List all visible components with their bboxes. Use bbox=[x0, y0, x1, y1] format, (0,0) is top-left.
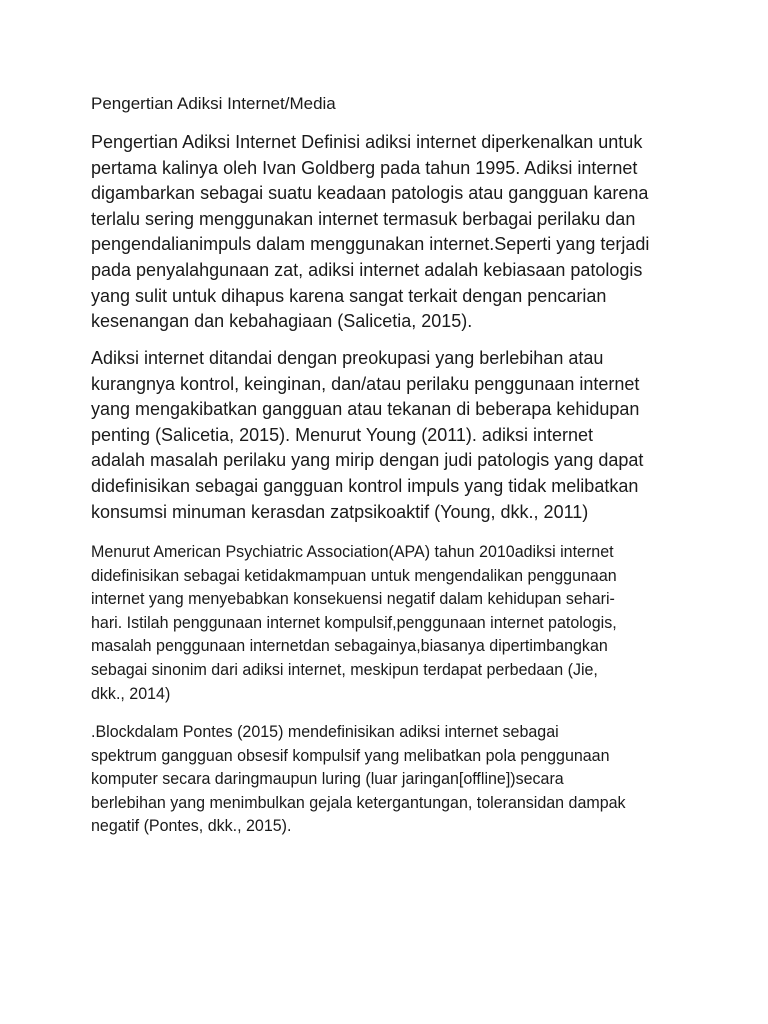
text-line: hari. Istilah penggunaan internet kompulsif,penggunaan internet patologis, bbox=[91, 613, 617, 632]
text-line: berlebihan yang menimbulkan gejala ketergantungan, toleransidan dampak bbox=[91, 793, 626, 812]
text-line: .Blockdalam Pontes (2015) mendefinisikan adiksi internet sebagai bbox=[91, 723, 559, 741]
text-line: didefinisikan sebagai ketidakmampuan untuk mengendalikan penggunaan bbox=[91, 566, 617, 585]
text-line: Pengertian Adiksi Internet Definisi adiksi internet diperkenalkan untuk bbox=[91, 132, 643, 152]
text-line: adalah masalah perilaku yang mirip dengan judi patologis yang dapat bbox=[91, 450, 644, 471]
text-line: pada penyalahgunaan zat, adiksi internet adalah kebiasaan patologis bbox=[91, 259, 643, 280]
paragraph-apa bbox=[91, 541, 617, 706]
text-line: sebagai sinonim dari adiksi internet, meskipun terdapat perbedaan (Jie, bbox=[91, 660, 598, 679]
text-line: yang mengakibatkan gangguan atau tekanan di beberapa kehidupan bbox=[91, 399, 640, 420]
text-line: spektrum gangguan obsesif kompulsif yang melibatkan pola penggunaan bbox=[91, 746, 610, 765]
paragraph-characteristics bbox=[91, 346, 643, 525]
text-line: yang sulit untuk dihapus karena sangat terkait dengan pencarian bbox=[91, 285, 607, 306]
text-line: kesenangan dan kebahagiaan (Salicetia, 2015). bbox=[91, 311, 473, 332]
text-line: terlalu sering menggunakan internet termasuk berbagai perilaku dan bbox=[91, 208, 636, 229]
document-title: Pengertian Adiksi Internet/Media bbox=[91, 94, 336, 113]
text-line: penting (Salicetia, 2015). Menurut Young (2011). adiksi internet bbox=[91, 424, 593, 445]
text-line: digambarkan sebagai suatu keadaan patologis atau gangguan karena bbox=[91, 183, 649, 204]
text-line: dkk., 2014) bbox=[91, 684, 171, 703]
text-line: negatif (Pontes, dkk., 2015). bbox=[91, 817, 292, 836]
text-line: komputer secara daringmaupun luring (luar jaringan[offline])secara bbox=[91, 770, 564, 789]
text-line: pengendalianimpuls dalam menggunakan internet.Seperti yang terjadi bbox=[91, 234, 650, 255]
text-line: internet yang menyebabkan konsekuensi negatif dalam kehidupan sehari- bbox=[91, 590, 615, 609]
text-line: konsumsi minuman kerasdan zatpsikoaktif (Young, dkk., 2011) bbox=[91, 501, 589, 522]
text-line: masalah penggunaan internetdan sebagainya,biasanya dipertimbangkan bbox=[91, 637, 608, 656]
paragraph-pontes bbox=[91, 721, 626, 839]
text-line: didefinisikan sebagai gangguan kontrol impuls yang tidak melibatkan bbox=[91, 475, 639, 496]
text-line: pertama kalinya oleh Ivan Goldberg pada tahun 1995. Adiksi internet bbox=[91, 157, 638, 178]
text-line: kurangnya kontrol, keinginan, dan/atau perilaku penggunaan internet bbox=[91, 373, 640, 394]
text-line: Adiksi internet ditandai dengan preokupasi yang berlebihan atau bbox=[91, 348, 604, 368]
text-line: Menurut American Psychiatric Association(APA) tahun 2010adiksi internet bbox=[91, 543, 614, 561]
paragraph-definition bbox=[91, 130, 649, 335]
